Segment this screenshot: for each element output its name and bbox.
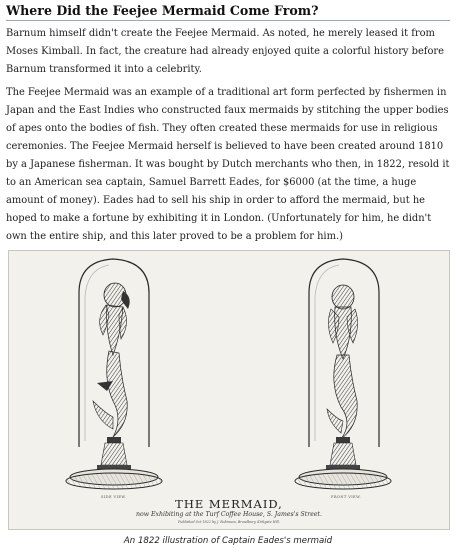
front-view-mermaid	[295, 259, 391, 489]
side-view-mermaid	[66, 259, 162, 489]
heading-divider	[6, 20, 450, 21]
side-view-label: SIDE VIEW.	[101, 495, 127, 499]
article-paragraph-1: Barnum himself didn't create the Feejee Mermaid. As noted, he merely leased it from Moses Kimball. In fact, the creature had already enjoyed quite a colorful history before Barnum transformed it into a celebrity.	[6, 28, 444, 75]
engraving-publisher-line: Published Oct 1822 by J. Robinson, Broadbury, Kirkgate Hill.	[178, 520, 280, 524]
article-paragraph-2: The Feejee Mermaid was an example of a traditional art form perfected by fishermen in Japan and the East Indies who constructed faux mermaids by stitching the upper bodies of apes onto the bodies of fish. They often created these mermaids for use in religious ceremonies. The Feejee Mermaid herself is believed to have been created around 1810 by a Japanese fisherman. It was bought by Dutch merchants who then, in 1822, resold it to an American sea captain, Samuel Barrett Eades, for $6000 (at the time, a huge amount of money). Eades had to sell his ship in order to afford the mermaid, but he hoped to make a fortune by exhibiting it in London. (Unfortunately for him, he didn't own the entire ship, and this later proved to be a problem for him.)	[6, 87, 450, 242]
mermaid-engraving	[8, 250, 450, 530]
mermaid-engraving-drawing	[9, 251, 449, 529]
front-view-label: FRONT VIEW.	[331, 495, 362, 499]
article-heading: Where Did the Feejee Mermaid Come From?	[6, 3, 319, 18]
figure-caption: An 1822 illustration of Captain Eades's mermaid	[123, 536, 333, 546]
engraving-title: THE MERMAID,	[175, 497, 283, 511]
engraving-subtitle: now Exhibiting at the Turf Coffee House, S. James's Street.	[136, 511, 322, 518]
